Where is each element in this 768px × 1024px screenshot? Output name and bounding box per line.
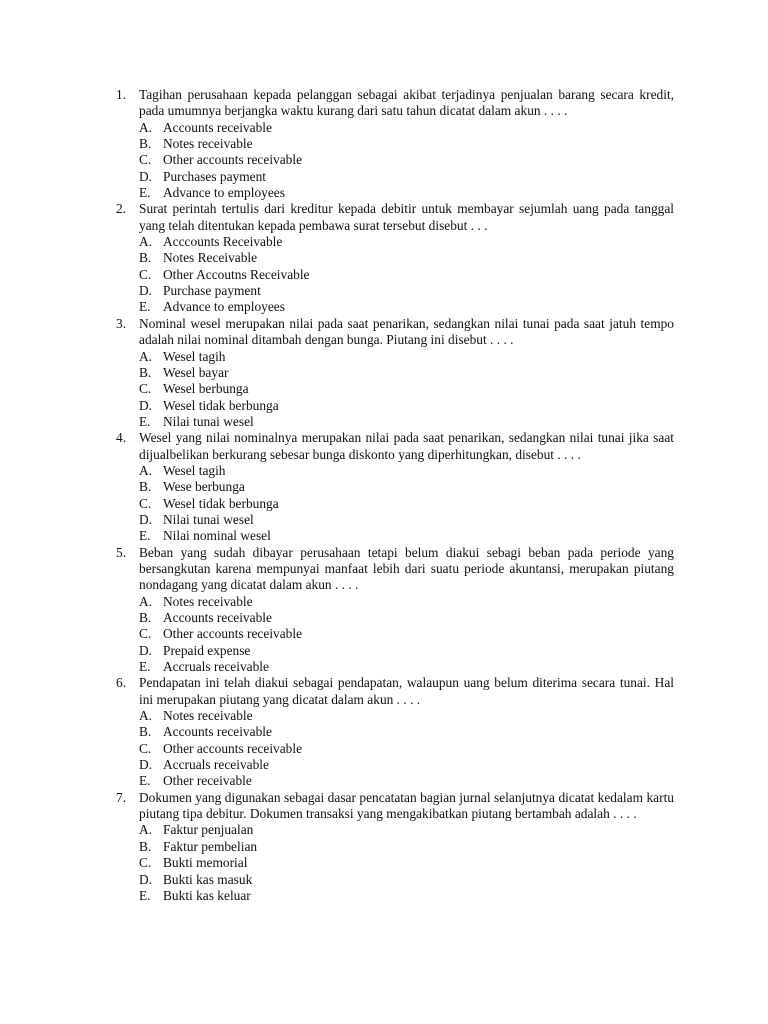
option-text: Wesel tidak berbunga [163,495,279,511]
question-text: Pendapatan ini telah diakui sebagai pendapatan, walaupun uang belum diterima secara tunai. Hal ini merupakan piutang yang dicatat dalam akun . . . . [139,675,674,707]
option-item [139,250,674,266]
option-letter: C. [139,495,152,511]
option-item [139,414,674,430]
option-item [139,724,674,740]
option-letter: E. [139,299,151,315]
question-item [116,316,674,430]
question-text: Nominal wesel merupakan nilai pada saat penarikan, sedangkan nilai tunai pada saat jatuh tempo adalah nilai nominal ditambah dengan bunga. Piutang ini disebut . . . . [139,315,674,348]
option-list [139,822,674,904]
option-item [139,741,674,757]
option-letter: D. [139,757,153,773]
option-list [139,708,674,790]
option-letter: D. [139,642,153,658]
option-letter: E. [139,773,151,789]
option-text: Other accounts receivable [163,740,303,756]
option-letter: B. [139,479,152,495]
option-letter: B. [139,724,152,740]
option-item [139,152,674,168]
option-item [139,463,674,479]
option-item [139,626,674,642]
option-item [139,120,674,136]
option-letter: A. [139,822,153,838]
option-text: Accruals receivable [163,659,269,675]
option-list [139,463,674,545]
option-item [139,872,674,888]
option-letter: A. [139,234,153,250]
option-item [139,528,674,544]
question-item [116,790,674,904]
question-item [116,87,674,201]
question-text: Surat perintah tertulis dari kreditur kepada debitir untuk membayar sejumlah uang pada tanggal yang telah ditentukan kepada pembawa surat tersebut disebut . . . [139,201,674,233]
option-letter: A. [139,119,153,135]
option-text: Notes Receivable [163,250,258,266]
option-letter: E. [139,185,151,201]
option-list [139,594,674,676]
option-text: Purchase payment [163,283,261,299]
question-item [116,201,674,315]
option-text: Advance to employees [163,299,285,315]
option-item [139,888,674,904]
option-text: Notes receivable [163,708,253,724]
option-text: Bukti kas masuk [163,871,253,887]
option-letter: D. [139,283,153,299]
option-letter: E. [139,887,151,903]
option-text: Prepaid expense [163,642,251,658]
option-letter: C. [139,855,152,871]
option-item [139,839,674,855]
option-letter: B. [139,610,152,625]
option-text: Accounts receivable [163,119,272,135]
option-letter: B. [139,364,152,380]
option-letter: C. [139,626,152,642]
option-text: Nilai tunai wesel [163,511,254,527]
question-number: 1. [116,87,127,102]
option-letter: C. [139,740,152,756]
option-item [139,283,674,299]
option-letter: E. [139,659,151,675]
option-letter: D. [139,511,153,527]
option-letter: E. [139,413,151,429]
option-item [139,365,674,381]
option-item [139,512,674,528]
option-item [139,136,674,152]
option-text: Notes receivable [163,136,253,152]
option-item [139,496,674,512]
question-number: 2. [116,201,127,217]
option-item [139,708,674,724]
question-item [116,675,674,789]
option-text: Advance to employees [163,185,285,201]
question-number: 6. [116,675,127,691]
option-text: Accounts receivable [163,724,272,740]
option-text: Wesel bayar [163,364,229,380]
option-item [139,757,674,773]
option-text: Wese berbunga [163,479,245,495]
option-text: Wesel tidak berbunga [163,397,279,413]
option-item [139,594,674,610]
option-item [139,349,674,365]
option-text: Other Accoutns Receivable [163,266,310,282]
option-text: Bukti memorial [163,855,248,871]
question-number: 3. [116,315,127,331]
option-text: Purchases payment [163,168,267,184]
option-text: Nilai tunai wesel [163,413,254,429]
option-letter: D. [139,397,153,413]
option-letter: D. [139,168,153,184]
option-text: Accruals receivable [163,757,269,773]
question-list [116,87,674,904]
option-letter: A. [139,462,153,478]
option-list [139,234,674,316]
option-letter: C. [139,152,152,168]
option-text: Accounts receivable [163,610,272,625]
option-letter: A. [139,348,153,364]
option-item [139,234,674,250]
option-letter: A. [139,593,153,609]
option-letter: A. [139,708,153,724]
option-text: Other accounts receivable [163,152,303,168]
option-item [139,299,674,315]
option-list [139,349,674,431]
option-text: Other accounts receivable [163,626,303,642]
option-text: Acccounts Receivable [163,234,283,250]
option-text: Notes receivable [163,593,253,609]
option-text: Bukti kas keluar [163,887,251,903]
option-item [139,185,674,201]
option-item [139,169,674,185]
question-text: Tagihan perusahaan kepada pelanggan sebagai akibat terjadinya penjualan barang secara kredit, pada umumnya berjangka waktu kurang dari satu tahun dicatat dalam akun . . . . [139,87,674,119]
option-text: Wesel berbunga [163,381,249,397]
option-letter: B. [139,838,152,854]
option-letter: C. [139,381,152,397]
option-item [139,855,674,871]
option-item [139,610,674,626]
question-item [116,545,674,676]
option-text: Wesel tagih [163,462,226,478]
option-item [139,398,674,414]
option-letter: B. [139,136,152,152]
option-item [139,643,674,659]
option-text: Faktur pembelian [163,838,258,854]
question-number: 5. [116,544,127,560]
option-letter: C. [139,266,152,282]
option-text: Faktur penjualan [163,822,254,838]
option-letter: E. [139,528,151,544]
option-letter: B. [139,250,152,266]
question-item [116,430,674,544]
option-item [139,381,674,397]
option-text: Wesel tagih [163,348,226,364]
question-number: 7. [116,789,127,805]
option-item [139,773,674,789]
option-item [139,479,674,495]
option-item [139,267,674,283]
option-text: Other receivable [163,773,252,789]
option-item [139,822,674,838]
option-letter: D. [139,871,153,887]
question-number: 4. [116,430,127,446]
option-item [139,659,674,675]
question-text: Dokumen yang digunakan sebagai dasar pencatatan bagian jurnal selanjutnya dicatat kedalam kartu piutang tipa debitur. Dokumen transaksi yang mengakibatkan piutang bertambah adalah . . . . [139,789,674,822]
question-text: Beban yang sudah dibayar perusahaan tetapi belum diakui sebagi beban pada periode yang bersangkutan karena mempunyai manfaat lebih dari suatu periode akuntansi, merupakan piutang nondagang yang dicatat dalam akun . . . . [139,544,674,593]
question-text: Wesel yang nilai nominalnya merupakan nilai pada saat penarikan, sedangkan nilai tunai jika saat dijualbelikan berkurang sebesar bunga diskonto yang diperhitungkan, disebut . . . . [139,430,674,462]
option-list [139,120,674,202]
option-text: Nilai nominal wesel [163,528,271,544]
